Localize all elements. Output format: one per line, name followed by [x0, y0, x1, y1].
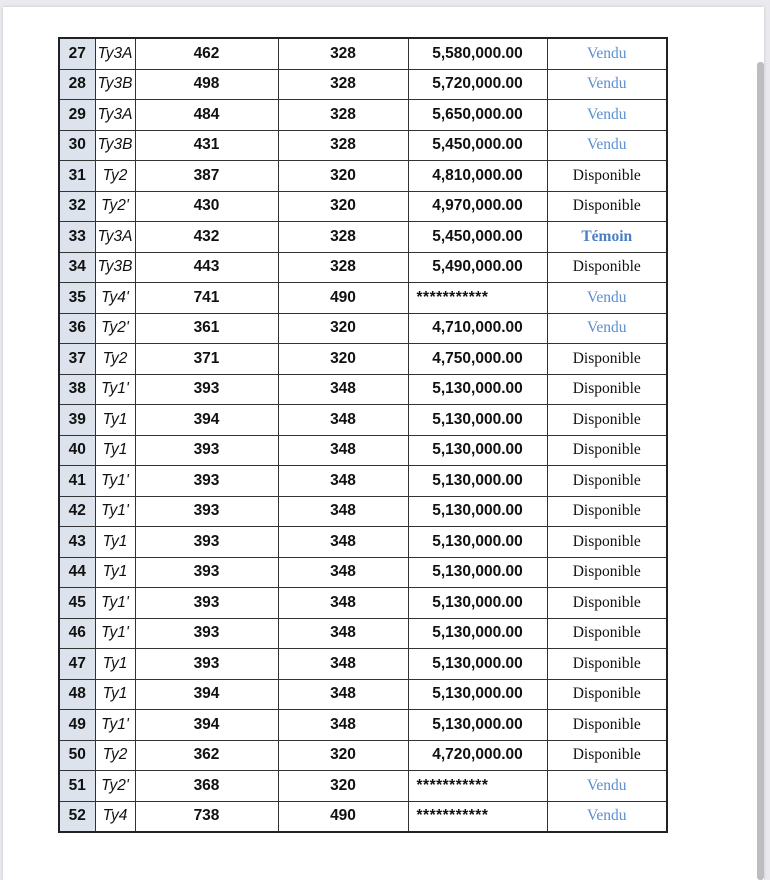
table-row — [59, 710, 667, 741]
table-row — [59, 100, 667, 131]
unit-type-cell: Ty1 — [95, 557, 135, 588]
table-row — [59, 618, 667, 649]
value-cell: 348 — [278, 588, 408, 619]
price-cell: 5,130,000.00 — [408, 527, 547, 558]
status-cell: Disponible — [547, 374, 667, 405]
value-cell: 328 — [278, 38, 408, 69]
status-cell: Vendu — [547, 313, 667, 344]
table-row — [59, 801, 667, 832]
status-cell: Disponible — [547, 527, 667, 558]
area-cell: 393 — [135, 466, 278, 497]
status-cell: Vendu — [547, 801, 667, 832]
table-row — [59, 222, 667, 253]
unit-number-cell: 37 — [59, 344, 95, 375]
price-cell: 5,450,000.00 — [408, 130, 547, 161]
table-row — [59, 557, 667, 588]
unit-type-cell: Ty2' — [95, 313, 135, 344]
price-cell: 5,130,000.00 — [408, 466, 547, 497]
area-cell: 443 — [135, 252, 278, 283]
area-cell: 387 — [135, 161, 278, 192]
price-cell: 4,720,000.00 — [408, 740, 547, 771]
unit-type-cell: Ty1 — [95, 405, 135, 436]
unit-type-cell: Ty1' — [95, 710, 135, 741]
value-cell: 328 — [278, 252, 408, 283]
area-cell: 368 — [135, 771, 278, 802]
area-cell: 393 — [135, 374, 278, 405]
price-cell: 5,720,000.00 — [408, 69, 547, 100]
price-cell: 4,970,000.00 — [408, 191, 547, 222]
table-row — [59, 313, 667, 344]
unit-number-cell: 43 — [59, 527, 95, 558]
area-cell: 431 — [135, 130, 278, 161]
unit-number-cell: 42 — [59, 496, 95, 527]
price-cell: 5,130,000.00 — [408, 710, 547, 741]
status-cell: Disponible — [547, 191, 667, 222]
area-cell: 393 — [135, 618, 278, 649]
unit-type-cell: Ty4' — [95, 283, 135, 314]
table-row — [59, 344, 667, 375]
table-row — [59, 252, 667, 283]
area-cell: 393 — [135, 557, 278, 588]
unit-type-cell: Ty1 — [95, 435, 135, 466]
value-cell: 320 — [278, 740, 408, 771]
value-cell: 320 — [278, 161, 408, 192]
area-cell: 484 — [135, 100, 278, 131]
unit-number-cell: 34 — [59, 252, 95, 283]
area-cell: 432 — [135, 222, 278, 253]
table-row — [59, 161, 667, 192]
price-cell: 5,130,000.00 — [408, 496, 547, 527]
price-cell: *********** — [408, 771, 547, 802]
unit-type-cell: Ty1 — [95, 527, 135, 558]
units-table — [58, 37, 668, 833]
unit-type-cell: Ty3B — [95, 252, 135, 283]
units-table-body — [59, 38, 667, 832]
unit-type-cell: Ty3A — [95, 100, 135, 131]
area-cell: 393 — [135, 496, 278, 527]
area-cell: 462 — [135, 38, 278, 69]
status-cell: Disponible — [547, 435, 667, 466]
unit-number-cell: 31 — [59, 161, 95, 192]
vertical-scrollbar[interactable] — [757, 62, 764, 880]
unit-number-cell: 48 — [59, 679, 95, 710]
table-row — [59, 405, 667, 436]
value-cell: 490 — [278, 801, 408, 832]
status-cell: Vendu — [547, 283, 667, 314]
status-cell: Vendu — [547, 130, 667, 161]
price-cell: *********** — [408, 801, 547, 832]
area-cell: 394 — [135, 679, 278, 710]
unit-type-cell: Ty4 — [95, 801, 135, 832]
unit-number-cell: 39 — [59, 405, 95, 436]
status-cell: Disponible — [547, 466, 667, 497]
unit-type-cell: Ty1' — [95, 618, 135, 649]
value-cell: 490 — [278, 283, 408, 314]
table-row — [59, 679, 667, 710]
table-row — [59, 435, 667, 466]
unit-type-cell: Ty1 — [95, 679, 135, 710]
unit-type-cell: Ty3A — [95, 222, 135, 253]
area-cell: 393 — [135, 435, 278, 466]
value-cell: 348 — [278, 649, 408, 680]
unit-number-cell: 32 — [59, 191, 95, 222]
value-cell: 348 — [278, 710, 408, 741]
value-cell: 320 — [278, 771, 408, 802]
value-cell: 348 — [278, 374, 408, 405]
table-row — [59, 130, 667, 161]
unit-number-cell: 52 — [59, 801, 95, 832]
unit-number-cell: 38 — [59, 374, 95, 405]
price-cell: 5,130,000.00 — [408, 405, 547, 436]
unit-type-cell: Ty1 — [95, 649, 135, 680]
table-row — [59, 527, 667, 558]
status-cell: Disponible — [547, 405, 667, 436]
status-cell: Disponible — [547, 161, 667, 192]
table-row — [59, 740, 667, 771]
price-cell: 5,130,000.00 — [408, 374, 547, 405]
unit-type-cell: Ty2 — [95, 344, 135, 375]
price-cell: 5,490,000.00 — [408, 252, 547, 283]
area-cell: 738 — [135, 801, 278, 832]
status-cell: Vendu — [547, 100, 667, 131]
unit-number-cell: 29 — [59, 100, 95, 131]
table-row — [59, 588, 667, 619]
unit-number-cell: 40 — [59, 435, 95, 466]
unit-number-cell: 33 — [59, 222, 95, 253]
price-cell: 5,580,000.00 — [408, 38, 547, 69]
unit-type-cell: Ty2' — [95, 771, 135, 802]
unit-type-cell: Ty2' — [95, 191, 135, 222]
table-row — [59, 466, 667, 497]
price-cell: *********** — [408, 283, 547, 314]
status-cell: Disponible — [547, 679, 667, 710]
unit-number-cell: 46 — [59, 618, 95, 649]
table-row — [59, 374, 667, 405]
value-cell: 348 — [278, 435, 408, 466]
status-cell: Vendu — [547, 38, 667, 69]
area-cell: 498 — [135, 69, 278, 100]
table-row — [59, 38, 667, 69]
unit-number-cell: 44 — [59, 557, 95, 588]
unit-type-cell: Ty3A — [95, 38, 135, 69]
unit-number-cell: 27 — [59, 38, 95, 69]
value-cell: 348 — [278, 496, 408, 527]
status-cell: Disponible — [547, 496, 667, 527]
price-cell: 5,130,000.00 — [408, 679, 547, 710]
status-cell: Vendu — [547, 771, 667, 802]
status-cell: Disponible — [547, 740, 667, 771]
value-cell: 328 — [278, 69, 408, 100]
value-cell: 320 — [278, 344, 408, 375]
unit-type-cell: Ty1' — [95, 496, 135, 527]
unit-type-cell: Ty2 — [95, 161, 135, 192]
unit-number-cell: 50 — [59, 740, 95, 771]
value-cell: 328 — [278, 100, 408, 131]
price-cell: 5,650,000.00 — [408, 100, 547, 131]
table-row — [59, 771, 667, 802]
status-cell: Disponible — [547, 588, 667, 619]
price-cell: 4,710,000.00 — [408, 313, 547, 344]
price-cell: 4,810,000.00 — [408, 161, 547, 192]
area-cell: 393 — [135, 588, 278, 619]
value-cell: 348 — [278, 618, 408, 649]
table-row — [59, 496, 667, 527]
area-cell: 371 — [135, 344, 278, 375]
value-cell: 328 — [278, 130, 408, 161]
unit-type-cell: Ty1' — [95, 588, 135, 619]
table-row — [59, 191, 667, 222]
price-cell: 5,130,000.00 — [408, 435, 547, 466]
unit-number-cell: 28 — [59, 69, 95, 100]
area-cell: 362 — [135, 740, 278, 771]
status-cell: Disponible — [547, 618, 667, 649]
value-cell: 348 — [278, 527, 408, 558]
area-cell: 393 — [135, 649, 278, 680]
price-cell: 5,130,000.00 — [408, 588, 547, 619]
unit-type-cell: Ty2 — [95, 740, 135, 771]
area-cell: 361 — [135, 313, 278, 344]
unit-number-cell: 30 — [59, 130, 95, 161]
area-cell: 393 — [135, 527, 278, 558]
status-cell: Disponible — [547, 649, 667, 680]
unit-type-cell: Ty1' — [95, 374, 135, 405]
unit-number-cell: 45 — [59, 588, 95, 619]
table-row — [59, 69, 667, 100]
value-cell: 328 — [278, 222, 408, 253]
area-cell: 394 — [135, 710, 278, 741]
status-cell: Vendu — [547, 69, 667, 100]
value-cell: 348 — [278, 405, 408, 436]
value-cell: 348 — [278, 557, 408, 588]
status-cell: Disponible — [547, 557, 667, 588]
unit-number-cell: 41 — [59, 466, 95, 497]
status-cell: Disponible — [547, 344, 667, 375]
price-cell: 5,130,000.00 — [408, 557, 547, 588]
unit-number-cell: 47 — [59, 649, 95, 680]
table-row — [59, 649, 667, 680]
price-cell: 5,130,000.00 — [408, 649, 547, 680]
price-cell: 5,450,000.00 — [408, 222, 547, 253]
table-row — [59, 283, 667, 314]
area-cell: 394 — [135, 405, 278, 436]
value-cell: 320 — [278, 313, 408, 344]
price-cell: 4,750,000.00 — [408, 344, 547, 375]
unit-type-cell: Ty1' — [95, 466, 135, 497]
unit-number-cell: 49 — [59, 710, 95, 741]
area-cell: 741 — [135, 283, 278, 314]
unit-number-cell: 36 — [59, 313, 95, 344]
value-cell: 320 — [278, 191, 408, 222]
value-cell: 348 — [278, 466, 408, 497]
price-cell: 5,130,000.00 — [408, 618, 547, 649]
unit-number-cell: 51 — [59, 771, 95, 802]
value-cell: 348 — [278, 679, 408, 710]
area-cell: 430 — [135, 191, 278, 222]
status-cell: Disponible — [547, 710, 667, 741]
status-cell: Disponible — [547, 252, 667, 283]
unit-type-cell: Ty3B — [95, 69, 135, 100]
unit-type-cell: Ty3B — [95, 130, 135, 161]
status-cell: Témoin — [547, 222, 667, 253]
unit-number-cell: 35 — [59, 283, 95, 314]
